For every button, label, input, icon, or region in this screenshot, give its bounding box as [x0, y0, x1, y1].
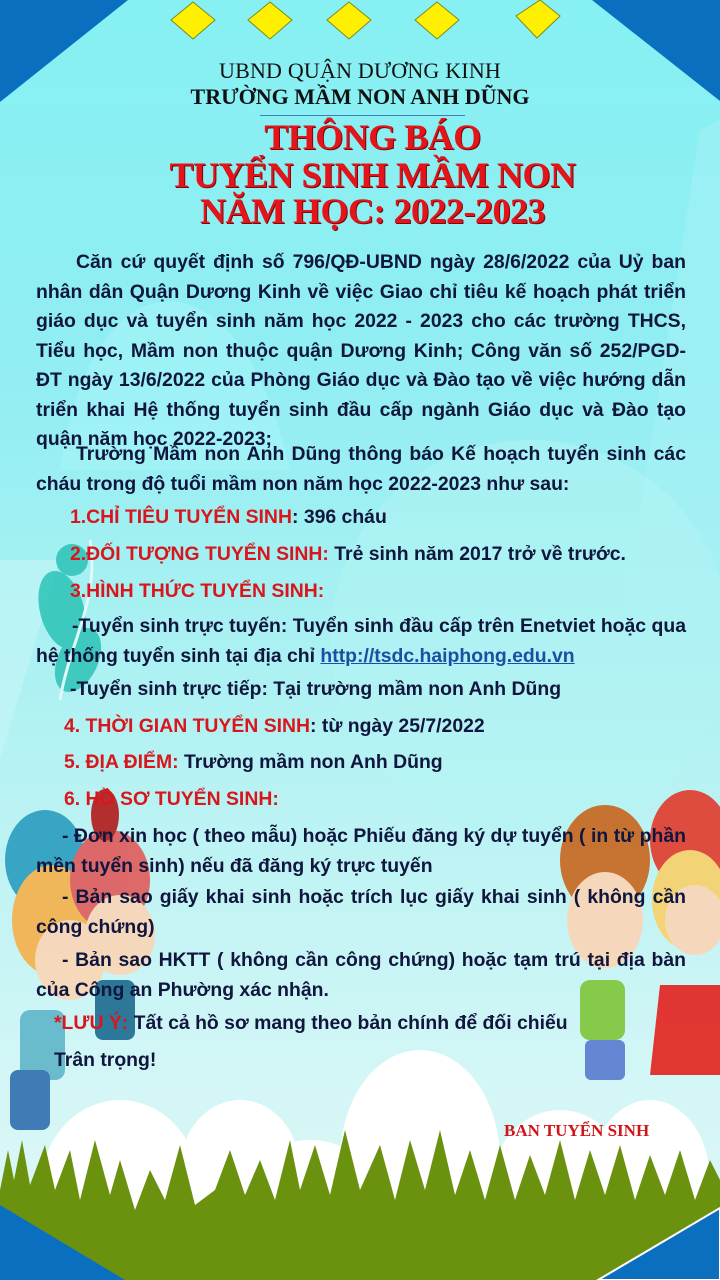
header-divider — [260, 115, 465, 116]
intro-paragraph-1: Căn cứ quyết định số 796/QĐ-UBND ngày 28/6/2022 của Uỷ ban nhân dân Quận Dương Kinh về việc Giao chỉ tiêu kế hoạch phát triển giáo dục và tuyển sinh năm học 2022 - 2023 cho các trường THCS, Tiểu học, Mầm non thuộc quận Dương Kinh; Công văn số 252/PGD-ĐT ngày 13/6/2022 của Phòng Giáo dục và Đào tạo về việc hướng dẫn triển khai Hệ thống tuyển sinh đầu cấp ngành Giáo dục và Đào tạo quận năm học 2022-2023; — [36, 251, 686, 450]
note-label: *LƯU Ý: — [54, 1012, 129, 1034]
school-name: TRƯỜNG MẦM NON ANH DŨNG — [190, 84, 530, 109]
title-line-1: THÔNG BÁO — [264, 117, 481, 157]
closing: Trân trọng! — [54, 1049, 157, 1071]
section-value: từ ngày 25/7/2022 — [321, 715, 485, 737]
section-1: 1.CHỈ TIÊU TUYỂN SINH: 396 cháu — [70, 506, 387, 528]
form-direct: -Tuyển sinh trực tiếp: Tại trường mầm non Anh Dũng — [70, 678, 562, 700]
title-line-2: TUYỂN SINH MẦM NON — [169, 155, 576, 195]
section-label: 1.CHỈ TIÊU TUYỂN SINH — [70, 506, 292, 528]
section-label: 2.ĐỐI TƯỢNG TUYỂN SINH: — [70, 543, 329, 565]
section-label: 4. THỜI GIAN TUYỂN SINH — [64, 715, 311, 737]
section-label: 5. ĐỊA ĐIỂM: — [64, 751, 179, 773]
document-item-1: - Đơn xin học ( theo mẫu) hoặc Phiếu đăng ký dự tuyển ( in từ phần mền tuyển sinh) nếu đã đăng ký trực tuyến — [36, 825, 686, 877]
document-item-2: - Bản sao giấy khai sinh hoặc trích lục giấy khai sinh ( không cần công chứng) — [36, 886, 686, 938]
note-text: Tất cả hồ sơ mang theo bản chính để đối chiếu — [128, 1012, 568, 1034]
enrollment-link[interactable]: http://tsdc.haiphong.edu.vn — [320, 644, 575, 667]
section-label: 3.HÌNH THỨC TUYỂN SINH: — [70, 580, 325, 602]
title-line-3: NĂM HỌC: 2022-2023 — [200, 191, 545, 231]
signature: BAN TUYỂN SINH — [504, 1121, 650, 1140]
section-5 — [64, 748, 443, 778]
section-6 — [64, 785, 279, 815]
section-value: Trẻ sinh năm 2017 trở về trước. — [334, 543, 626, 565]
document-item-3: - Bản sao HKTT ( không cần công chứng) hoặc tạm trú tại địa bàn của Công an Phường xác nhận. — [36, 949, 686, 1001]
form-online: -Tuyển sinh trực tuyến: Tuyển sinh đầu cấp trên Enetviet hoặc qua hệ thống tuyển sinh tại địa chỉ http://tsdc.haiphong.edu.vn — [36, 615, 686, 667]
intro-paragraph-2: Trường Mầm non Anh Dũng thông báo Kế hoạch tuyển sinh các cháu trong độ tuổi mầm non năm học 2022-2023 như sau: — [36, 443, 686, 495]
authority-name: UBND QUẬN DƯƠNG KINH — [219, 58, 501, 83]
note — [54, 1009, 568, 1039]
section-label: 6. HỒ SƠ TUYỂN SINH: — [64, 788, 279, 810]
section-value: Trường mầm non Anh Dũng — [183, 751, 443, 773]
section-4: 4. THỜI GIAN TUYỂN SINH: từ ngày 25/7/2022 — [64, 715, 485, 737]
section-value: 396 cháu — [303, 506, 387, 528]
section-2 — [70, 540, 626, 570]
section-3 — [70, 577, 324, 607]
